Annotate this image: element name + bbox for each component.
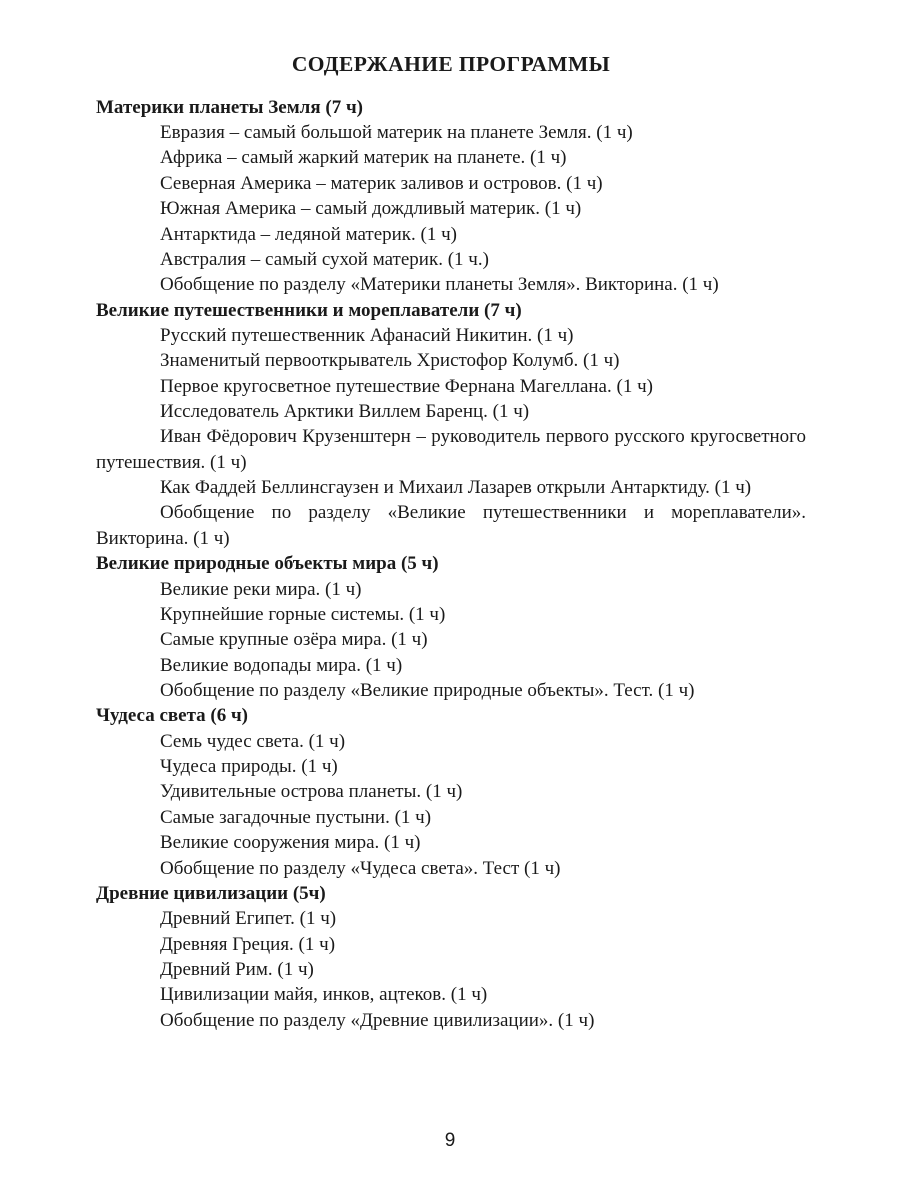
program-section (96, 881, 806, 1033)
topic-line: Как Фаддей Беллинсгаузен и Михаил Лазарев открыли Антарктиду. (1 ч) (160, 477, 752, 499)
topic-line: Великие сооружения мира. (1 ч) (160, 832, 421, 854)
program-section (96, 551, 806, 703)
topic-line: Древний Рим. (1 ч) (160, 958, 314, 980)
topic-line: Семь чудес света. (1 ч) (160, 730, 346, 752)
topic-line: Чудеса природы. (1 ч) (160, 756, 338, 778)
topic-line: Обобщение по разделу «Материки планеты Земля». Викторина. (1 ч) (160, 274, 719, 296)
topic-line: Исследователь Арктики Виллем Баренц. (1 ч) (160, 401, 530, 423)
topic-line: Русский путешественник Афанасий Никитин. (1 ч) (160, 324, 574, 346)
topic-line: Самые крупные озёра мира. (1 ч) (160, 629, 428, 651)
topic-line: Великие реки мира. (1 ч) (160, 578, 362, 600)
program-section (96, 703, 806, 881)
topic-line: Древний Египет. (1 ч) (160, 908, 337, 930)
topic-line: Африка – самый жаркий материк на планете. (1 ч) (160, 147, 567, 169)
section-heading: Древние цивилизации (5ч) (96, 882, 326, 904)
topic-line: Великие водопады мира. (1 ч) (160, 654, 403, 676)
topic-line: Цивилизации майя, инков, ацтеков. (1 ч) (160, 984, 488, 1006)
topic-line: Крупнейшие горные системы. (1 ч) (160, 603, 446, 625)
page-number: 9 (444, 1130, 456, 1151)
program-section (96, 95, 806, 298)
topic-line: Обобщение по разделу «Великие путешественники и мореплаватели». Викторина. (1 ч) (96, 502, 806, 549)
topic-line: Антарктида – ледяной материк. (1 ч) (160, 223, 457, 245)
topic-line: Первое кругосветное путешествие Фернана Магеллана. (1 ч) (160, 375, 653, 397)
topic-line: Обобщение по разделу «Великие природные объекты». Тест. (1 ч) (160, 679, 695, 701)
page-title: СОДЕРЖАНИЕ ПРОГРАММЫ (291, 52, 611, 76)
topic-line: Древняя Греция. (1 ч) (160, 933, 336, 955)
section-heading: Великие природные объекты мира (5 ч) (96, 553, 439, 575)
topic-line: Южная Америка – самый дождливый материк. (1 ч) (160, 198, 582, 220)
topic-line: Обобщение по разделу «Древние цивилизации». (1 ч) (160, 1009, 595, 1031)
sections-container (96, 95, 806, 1033)
topic-line: Удивительные острова планеты. (1 ч) (160, 781, 463, 803)
topic-line: Евразия – самый большой материк на планете Земля. (1 ч) (160, 122, 633, 144)
topic-line: Австралия – самый сухой материк. (1 ч.) (160, 248, 489, 270)
topic-line: Обобщение по разделу «Чудеса света». Тест (1 ч) (160, 857, 561, 879)
topic-line: Знаменитый первооткрыватель Христофор Колумб. (1 ч) (160, 350, 620, 372)
section-heading: Великие путешественники и мореплаватели (7 ч) (96, 299, 522, 321)
topic-line: Северная Америка – материк заливов и островов. (1 ч) (160, 172, 603, 194)
document-body (96, 52, 806, 1033)
topic-line: Самые загадочные пустыни. (1 ч) (160, 806, 432, 828)
section-heading: Чудеса света (6 ч) (96, 705, 248, 727)
program-section (96, 298, 806, 552)
section-heading: Материки планеты Земля (7 ч) (96, 96, 363, 118)
topic-line: Иван Фёдорович Крузенштерн – руководитель первого русского кругосветного путешествия. (1 ч) (96, 426, 806, 473)
